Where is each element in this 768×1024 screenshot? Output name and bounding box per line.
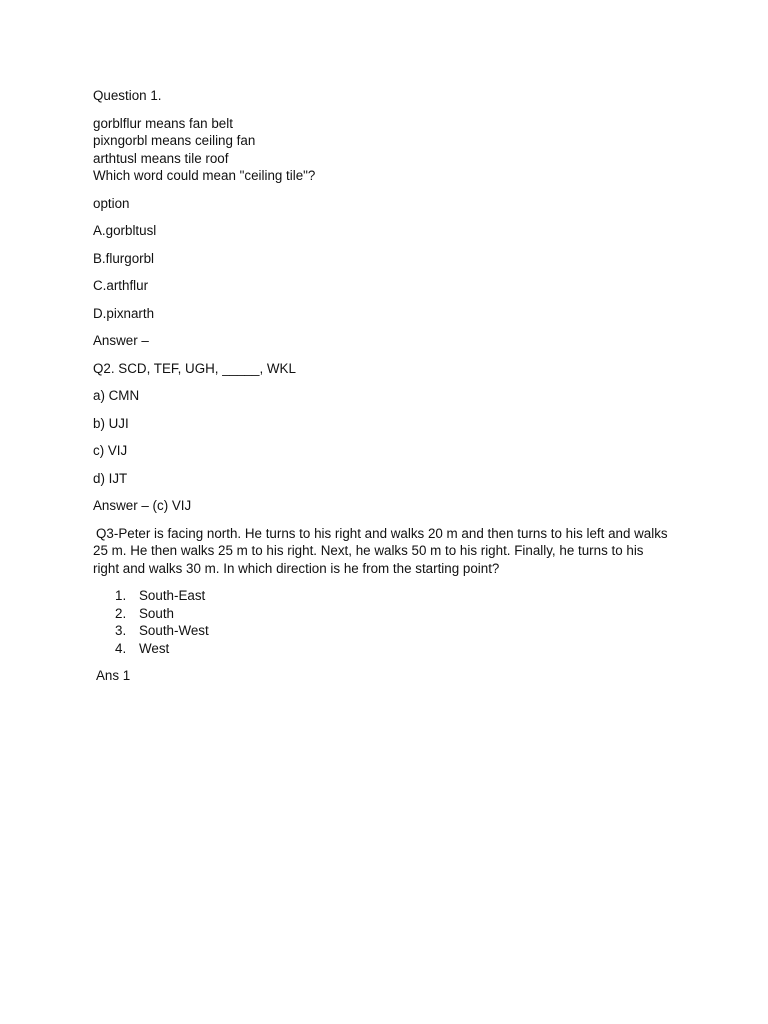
list-item [93,622,673,640]
list-text: South-East [139,588,206,603]
question2-option-d: d) IJT [93,470,128,486]
list-item [93,587,673,605]
options-label: option [93,195,130,211]
question1-option-c: C.arthflur [93,278,149,293]
question3-options [93,587,673,657]
list-text: West [139,640,170,656]
question1-option-a: A.gorbltusl [93,223,157,238]
question1-option-b: B.flurgorbl [93,250,155,266]
question3-answer: Ans 1 [96,668,131,683]
question1-option-d: D.pixnarth [93,305,155,321]
question2-prompt: Q2. SCD, TEF, UGH, _____, WKL [93,360,296,376]
list-item [93,640,673,658]
list-number: 1. [115,588,127,603]
list-number: 2. [115,605,127,621]
question3-prompt: Q3-Peter is facing north. He turns to his right and walks 20 m and then turns to his left and walks 25 m. He then walks 25 m to his right. Next, he walks 50 m to his right. Finally, he turns to his right and walks 30 m. In which direction is he from the starting point? [93,525,668,576]
definition-line: arthtusl means tile roof [93,150,229,166]
list-text: South [139,605,174,621]
list-number: 3. [115,623,127,638]
definition-line: pixngorbl means ceiling fan [93,133,256,148]
question2-answer: Answer – (c) VIJ [93,498,192,513]
question1-prompt: Which word could mean "ceiling tile"? [93,168,316,183]
question1-answer: Answer – [93,333,149,348]
list-text: South-West [139,623,209,638]
question2-option-b: b) UJI [93,415,129,431]
question1-heading: Question 1. [93,88,162,103]
list-number: 4. [115,640,127,656]
question1-definitions [93,115,673,185]
list-item [93,605,673,623]
document-content [93,87,673,685]
question2-option-c: c) VIJ [93,443,128,458]
question2-option-a: a) CMN [93,388,140,403]
definition-line: gorblflur means fan belt [93,115,233,131]
